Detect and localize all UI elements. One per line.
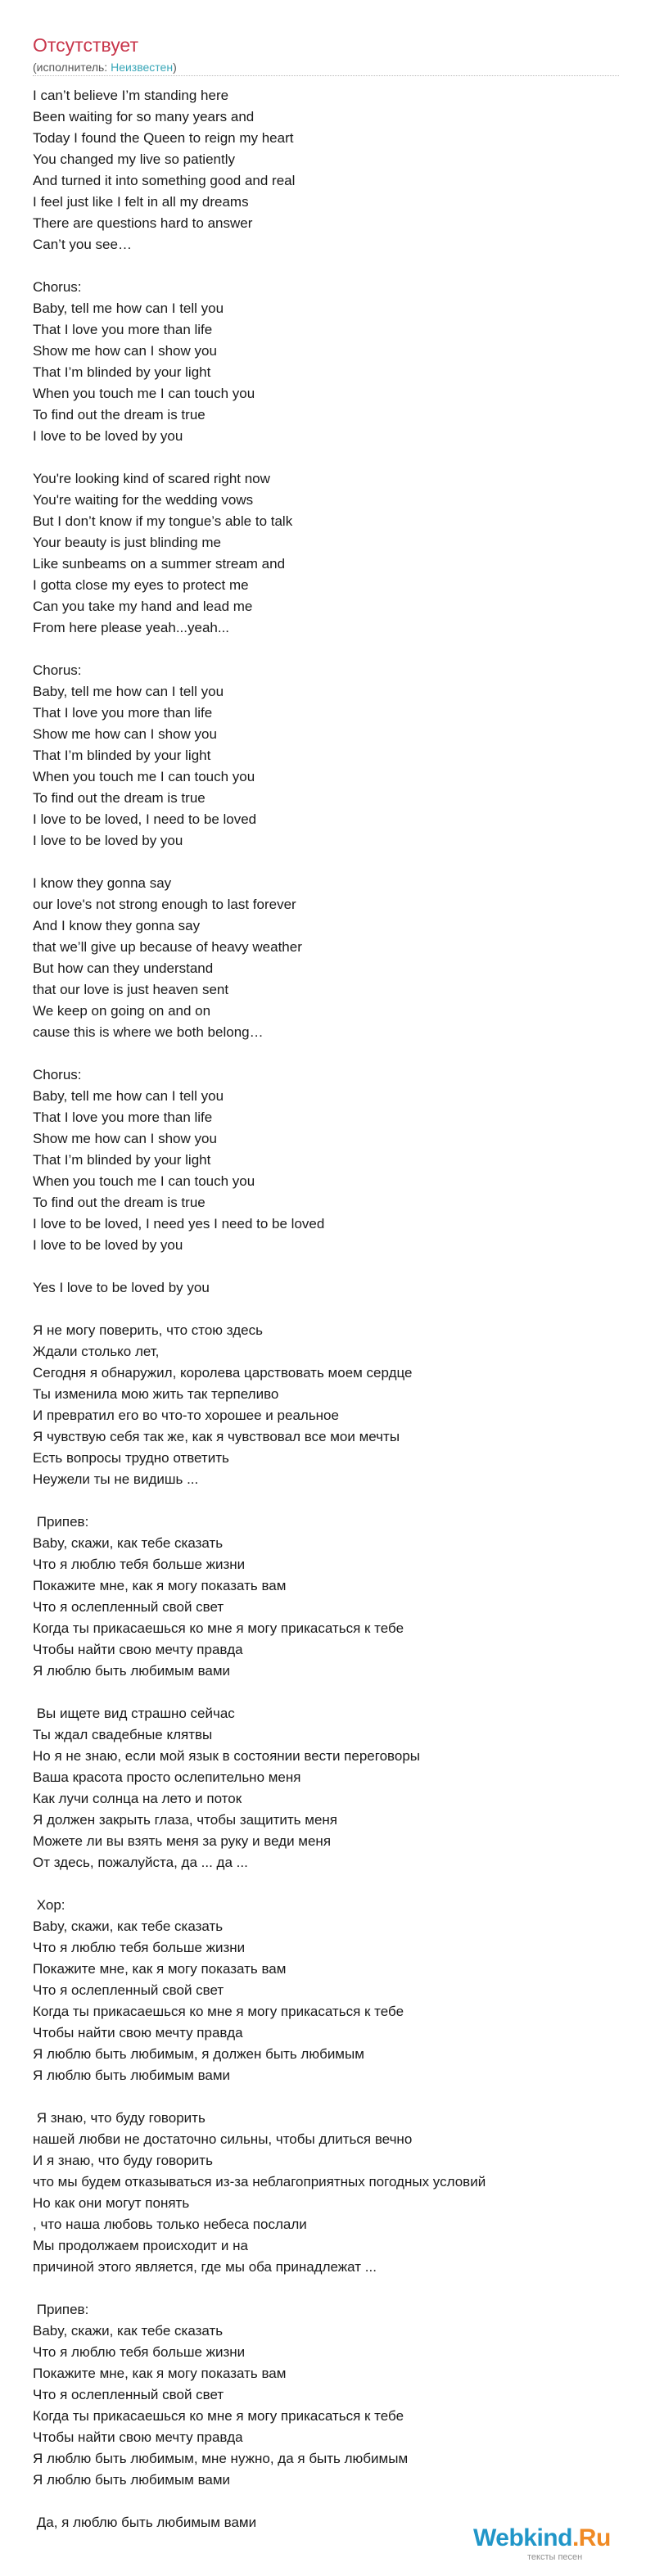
- lyric-line: Когда ты прикасаешься ко мне я могу прикасаться к тебе: [33, 2004, 404, 2019]
- song-title: Отсутствует: [33, 34, 138, 56]
- lyric-line: Что я ослепленный свой свет: [33, 1982, 224, 1998]
- stanza-break: [33, 639, 622, 660]
- lyric-line: Я люблю быть любимым, мне нужно, да я быть любимым: [33, 2451, 409, 2466]
- lyric-line: I can’t believe I’m standing here: [33, 88, 229, 103]
- lyric-line: You're waiting for the wedding vows: [33, 492, 254, 508]
- lyric-line: Я люблю быть любимым, я должен быть любимым: [33, 2046, 364, 2062]
- lyric-line: Что я люблю тебя больше жизни: [33, 1557, 246, 1572]
- lyric-line: Can’t you see…: [33, 237, 132, 252]
- stanza-break: [33, 2086, 622, 2108]
- stanza-break: [33, 1490, 622, 1512]
- lyric-line: From here please yeah...yeah...: [33, 620, 230, 635]
- stanza-break: [33, 1256, 622, 1277]
- lyric-line: Chorus:: [33, 279, 82, 295]
- lyric-line: I feel just like I felt in all my dreams: [33, 194, 249, 210]
- stanza-break: [33, 852, 622, 873]
- lyric-line: To find out the dream is true: [33, 790, 206, 806]
- lyric-line: That I’m blinded by your light: [33, 364, 211, 380]
- lyric-line: I love to be loved, I need yes I need to be loved: [33, 1216, 325, 1232]
- lyric-line: Покажите мне, как я могу показать вам: [33, 1961, 287, 1977]
- lyric-line: We keep on going on and on: [33, 1003, 211, 1019]
- lyric-line: , что наша любовь только небеса послали: [33, 2217, 307, 2232]
- artist-prefix: (исполнитель:: [33, 61, 111, 74]
- lyric-line: Покажите мне, как я могу показать вам: [33, 1578, 287, 1593]
- lyric-line: Я знаю, что буду говорить: [33, 2110, 206, 2126]
- lyric-line: Baby, скажи, как тебе сказать: [33, 2323, 224, 2339]
- lyric-line: To find out the dream is true: [33, 1195, 206, 1210]
- lyric-line: И превратил его во что-то хорошее и реальное: [33, 1408, 339, 1423]
- lyric-line: That I’m blinded by your light: [33, 748, 211, 763]
- lyric-line: Чтобы найти свою мечту правда: [33, 2025, 243, 2040]
- lyric-line: that our love is just heaven sent: [33, 982, 229, 997]
- stanza-break: [33, 1043, 622, 1064]
- lyric-line: Can you take my hand and lead me: [33, 599, 253, 614]
- lyric-line: что мы будем отказываться из-за неблагоприятных погодных условий: [33, 2174, 486, 2190]
- lyric-line: Можете ли вы взять меня за руку и веди меня: [33, 1833, 332, 1849]
- logo-tagline: тексты песен: [527, 2552, 583, 2562]
- lyric-line: I love to be loved by you: [33, 1237, 183, 1253]
- artist-line: [33, 59, 177, 75]
- lyric-line: Baby, tell me how can I tell you: [33, 684, 224, 699]
- lyric-line: Я люблю быть любимым вами: [33, 2472, 231, 2488]
- lyric-line: I love to be loved, I need to be loved: [33, 811, 257, 827]
- lyric-line: причиной этого является, где мы оба принадлежат ...: [33, 2259, 377, 2275]
- logo-tld: .Ru: [571, 2524, 611, 2551]
- lyric-line: Baby, скажи, как тебе сказать: [33, 1535, 224, 1551]
- lyric-line: Припев:: [33, 1514, 89, 1530]
- stanza-break: [33, 2278, 622, 2299]
- lyric-line: I love to be loved by you: [33, 833, 183, 848]
- lyric-line: Ждали столько лет,: [33, 1344, 160, 1359]
- stanza-break: [33, 447, 622, 468]
- lyric-line: That I love you more than life: [33, 1109, 213, 1125]
- lyric-line: Мы продолжаем происходит и на: [33, 2238, 248, 2253]
- logo-brand: Webkind: [473, 2524, 572, 2551]
- lyric-line: И я знаю, что буду говорить: [33, 2153, 213, 2168]
- stanza-break: [33, 1299, 622, 1320]
- site-logo[interactable]: [473, 2524, 637, 2565]
- lyric-line: Я не могу поверить, что стою здесь: [33, 1322, 263, 1338]
- lyric-line: You're looking kind of scared right now: [33, 471, 270, 486]
- lyric-line: Покажите мне, как я могу показать вам: [33, 2366, 287, 2381]
- lyric-line: Chorus:: [33, 662, 82, 678]
- lyric-line: That I love you more than life: [33, 322, 213, 337]
- lyric-line: And turned it into something good and real: [33, 173, 296, 188]
- lyric-line: Ты ждал свадебные клятвы: [33, 1727, 213, 1742]
- lyric-line: Что я люблю тебя больше жизни: [33, 2344, 246, 2360]
- lyric-line: When you touch me I can touch you: [33, 1173, 255, 1189]
- lyric-line: Baby, скажи, как тебе сказать: [33, 1918, 224, 1934]
- lyric-line: Chorus:: [33, 1067, 82, 1082]
- lyric-line: That I’m blinded by your light: [33, 1152, 211, 1168]
- lyric-line: Yes I love to be loved by you: [33, 1280, 210, 1295]
- lyric-line: Ты изменила мою жить так терпеливо: [33, 1386, 279, 1402]
- lyric-line: Show me how can I show you: [33, 726, 217, 742]
- lyric-line: Your beauty is just blinding me: [33, 535, 221, 550]
- lyric-line: Я должен закрыть глаза, чтобы защитить меня: [33, 1812, 337, 1828]
- stanza-break: [33, 1873, 622, 1895]
- artist-suffix: ): [173, 61, 177, 74]
- lyric-line: Today I found the Queen to reign my heart: [33, 130, 294, 146]
- stanza-break: [33, 2491, 622, 2512]
- lyric-line: Когда ты прикасаешься ко мне я могу прикасаться к тебе: [33, 1620, 404, 1636]
- lyric-line: От здесь, пожалуйста, да ... да ...: [33, 1855, 248, 1870]
- lyrics-text: [33, 85, 622, 2533]
- lyric-line: Show me how can I show you: [33, 1131, 217, 1146]
- artist-link[interactable]: Неизвестен: [111, 61, 174, 74]
- lyric-line: Неужели ты не видишь ...: [33, 1471, 199, 1487]
- lyric-line: Baby, tell me how can I tell you: [33, 1088, 224, 1104]
- lyric-line: Baby, tell me how can I tell you: [33, 301, 224, 316]
- lyric-line: There are questions hard to answer: [33, 215, 253, 231]
- lyric-line: Been waiting for so many years and: [33, 109, 255, 124]
- lyric-line: Да, я люблю быть любимым вами: [33, 2515, 257, 2530]
- stanza-break: [33, 255, 622, 277]
- lyric-line: Show me how can I show you: [33, 343, 217, 359]
- lyric-line: When you touch me I can touch you: [33, 769, 255, 784]
- lyric-line: cause this is where we both belong…: [33, 1024, 264, 1040]
- lyric-line: To find out the dream is true: [33, 407, 206, 423]
- lyric-line: Чтобы найти свою мечту правда: [33, 2429, 243, 2445]
- lyric-line: Что я ослепленный свой свет: [33, 2387, 224, 2402]
- lyric-line: But I don’t know if my tongue’s able to talk: [33, 513, 293, 529]
- lyric-line: And I know they gonna say: [33, 918, 201, 933]
- lyric-line: Припев:: [33, 2302, 89, 2317]
- lyric-line: Вы ищете вид страшно сейчас: [33, 1706, 235, 1721]
- lyric-line: You changed my live so patiently: [33, 151, 235, 167]
- lyric-line: Но как они могут понять: [33, 2195, 190, 2211]
- lyric-line: our love's not strong enough to last forever: [33, 897, 296, 912]
- lyric-line: Но я не знаю, если мой язык в состоянии вести переговоры: [33, 1748, 420, 1764]
- lyric-line: Есть вопросы трудно ответить: [33, 1450, 229, 1466]
- logo-wordmark: [473, 2524, 611, 2553]
- lyric-line: Я люблю быть любимым вами: [33, 2068, 231, 2083]
- lyric-line: Когда ты прикасаешься ко мне я могу прикасаться к тебе: [33, 2408, 404, 2424]
- lyric-line: Like sunbeams on a summer stream and: [33, 556, 286, 572]
- lyric-line: Чтобы найти свою мечту правда: [33, 1642, 243, 1657]
- lyric-line: Я чувствую себя так же, как я чувствовал все мои мечты: [33, 1429, 400, 1444]
- lyric-line: Хор:: [33, 1897, 66, 1913]
- lyric-line: нашей любви не достаточно сильны, чтобы длиться вечно: [33, 2131, 413, 2147]
- lyric-line: Что я люблю тебя больше жизни: [33, 1940, 246, 1955]
- lyric-line: I love to be loved by you: [33, 428, 183, 444]
- lyric-line: Ваша красота просто ослепительно меня: [33, 1769, 301, 1785]
- lyric-line: that we’ll give up because of heavy weather: [33, 939, 302, 955]
- lyric-line: Я люблю быть любимым вами: [33, 1663, 231, 1679]
- stanza-break: [33, 1682, 622, 1703]
- lyric-line: When you touch me I can touch you: [33, 386, 255, 401]
- header-divider: [33, 75, 619, 76]
- lyric-line: I know they gonna say: [33, 875, 172, 891]
- lyric-line: Что я ослепленный свой свет: [33, 1599, 224, 1615]
- lyric-line: I gotta close my eyes to protect me: [33, 577, 249, 593]
- lyric-line: But how can they understand: [33, 960, 214, 976]
- lyric-line: That I love you more than life: [33, 705, 213, 721]
- lyric-line: Как лучи солнца на лето и поток: [33, 1791, 242, 1806]
- lyric-line: Сегодня я обнаружил, королева царствовать моем сердце: [33, 1365, 413, 1381]
